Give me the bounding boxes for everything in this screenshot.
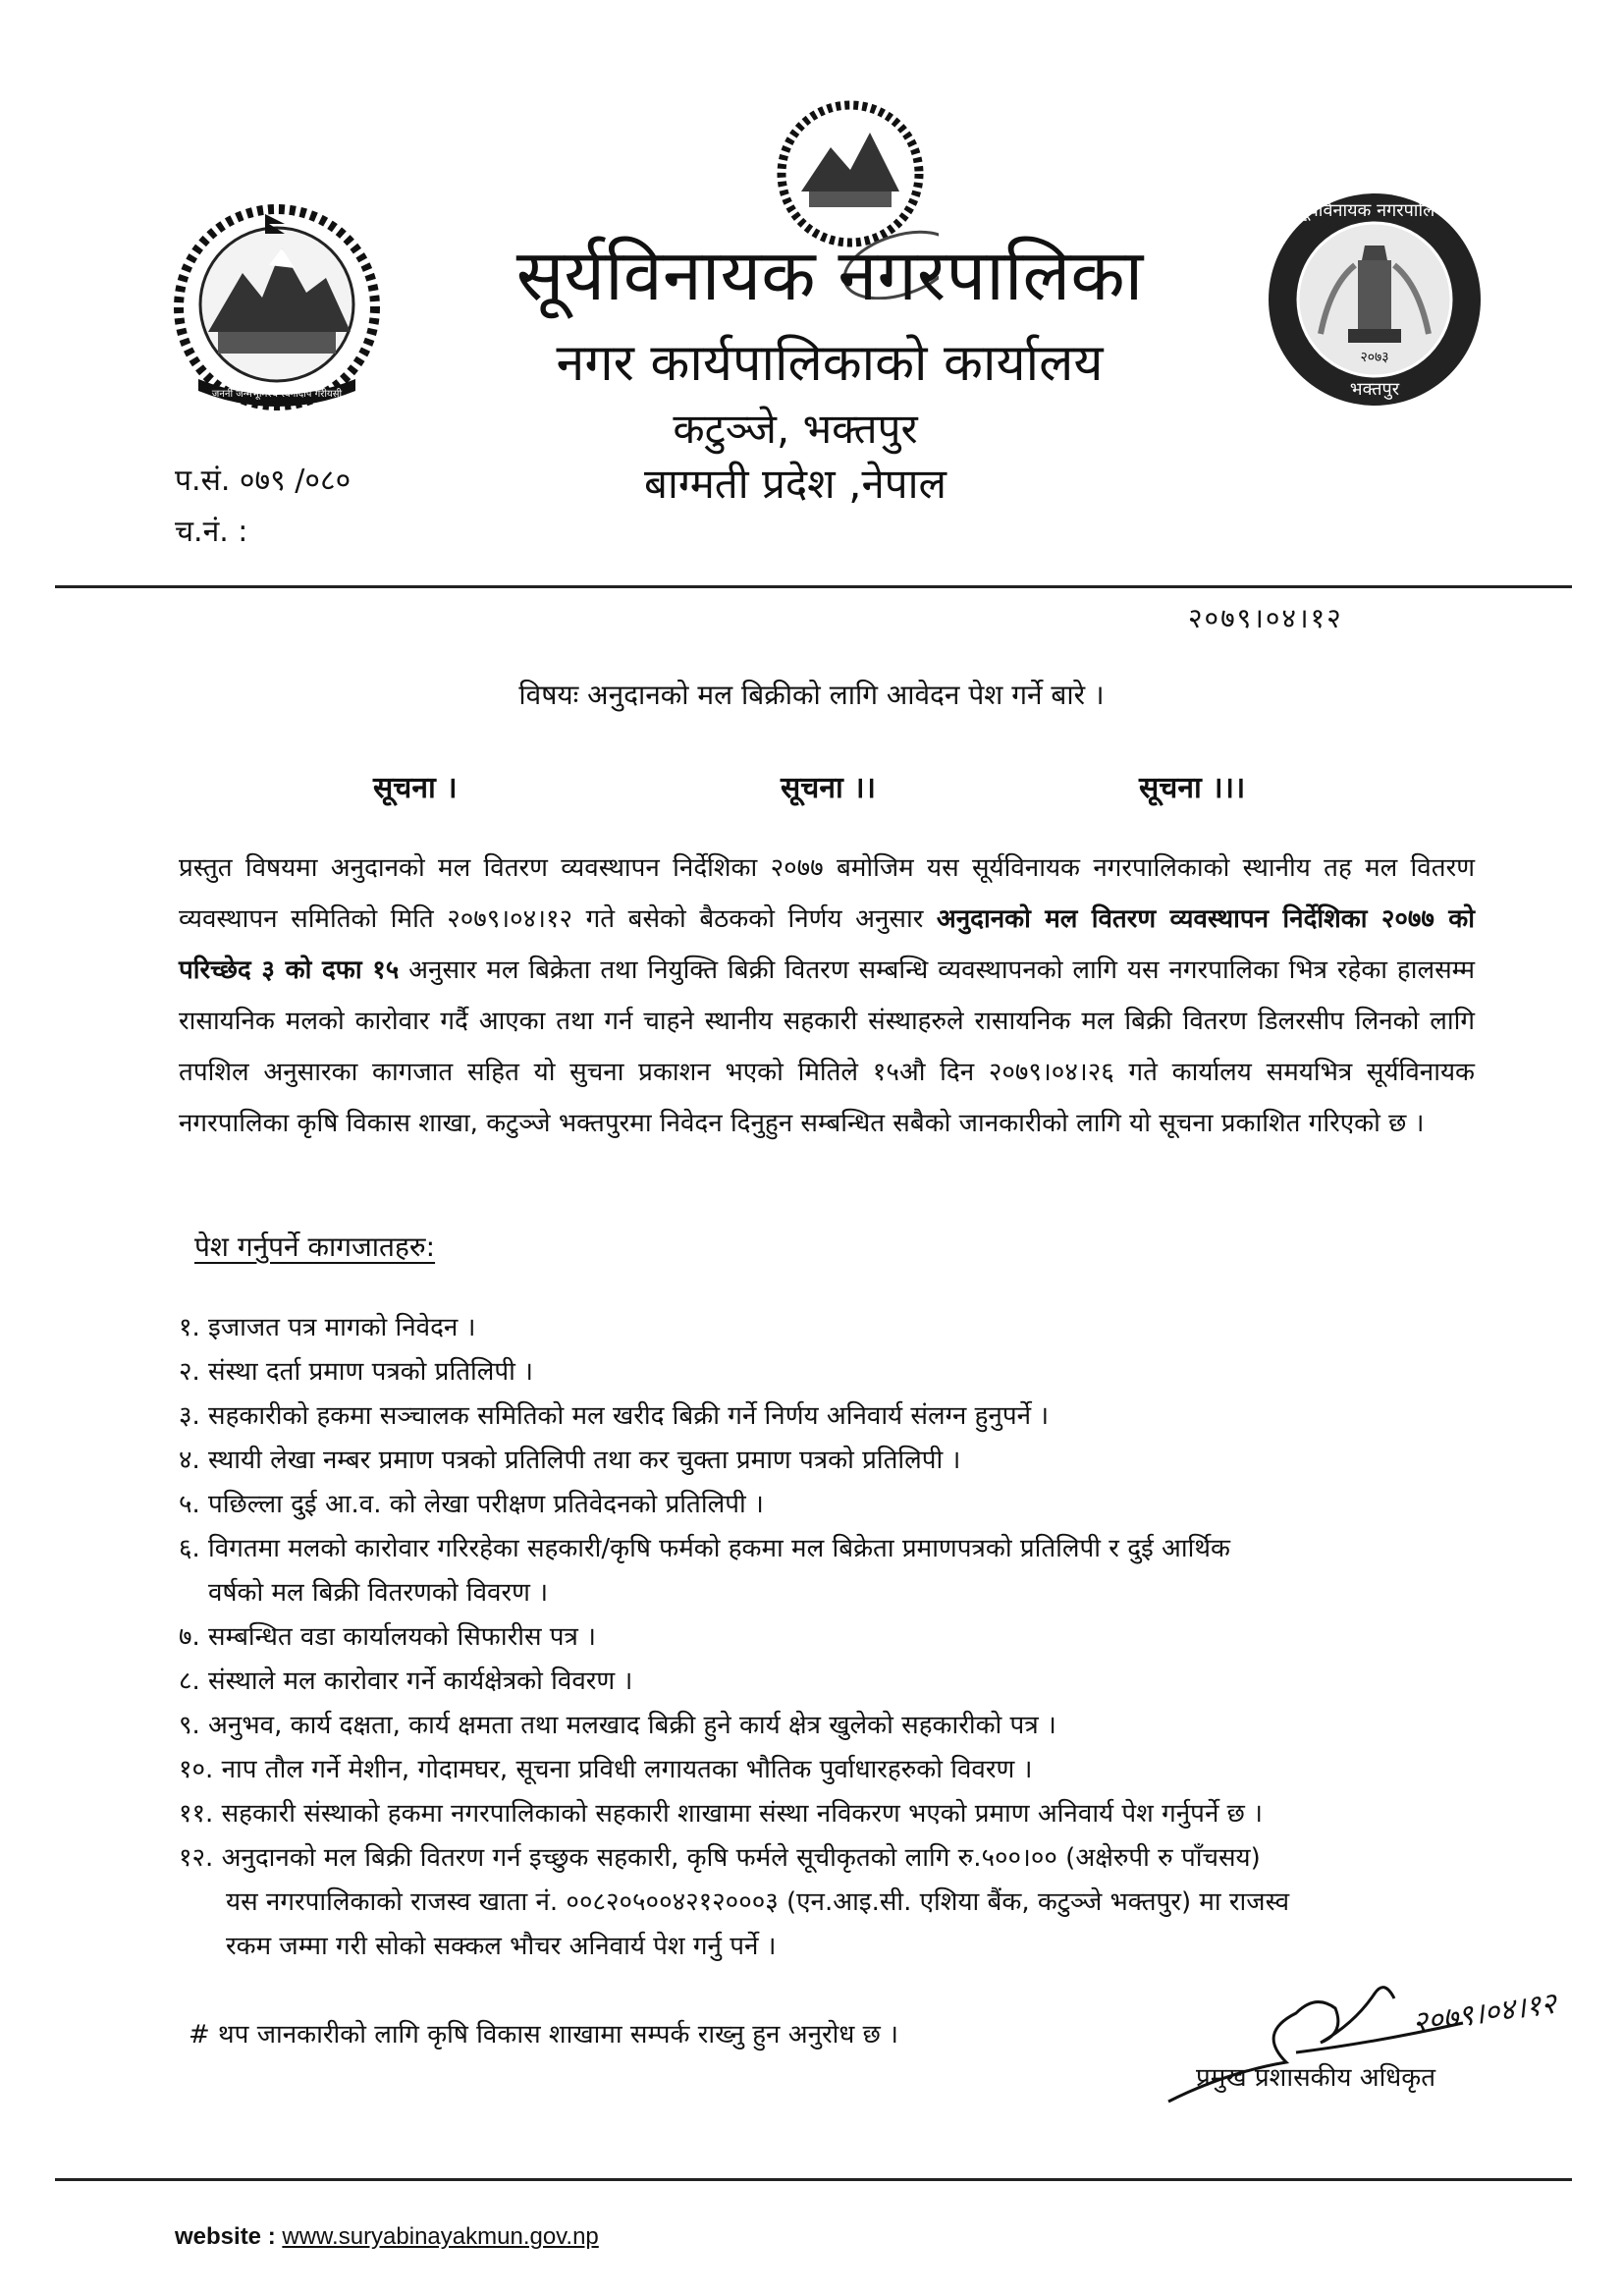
svg-text:२०७३: २०७३ bbox=[1360, 350, 1389, 365]
letter-subject: विषयः अनुदानको मल बिक्रीको लागि आवेदन पेश गर्ने बारे । bbox=[518, 679, 1105, 711]
documents-list bbox=[179, 1306, 1494, 1969]
list-item: ७. सम्बन्धित वडा कार्यालयको सिफारीस पत्र । bbox=[179, 1622, 597, 1652]
list-item: ४. स्थायी लेखा नम्बर प्रमाण पत्रको प्रतिलिपी तथा कर चुक्ता प्रमाण पत्रको प्रतिलिपी । bbox=[179, 1446, 961, 1475]
address-line-1: कटुञ्जे, भक्तपुर bbox=[673, 405, 918, 453]
documents-heading: पेश गर्नुपर्ने कागजातहरु: bbox=[194, 1230, 436, 1263]
municipality-title: सूर्यविनायक नगरपालिका bbox=[515, 234, 1144, 316]
header-divider bbox=[55, 585, 1572, 588]
list-item: २. संस्था दर्ता प्रमाण पत्रको प्रतिलिपी । bbox=[179, 1357, 534, 1387]
svg-text:जननी जन्मभूमिश्च स्वर्गादपि गर: जननी जन्मभूमिश्च स्वर्गादपि गरीयसी bbox=[211, 389, 343, 400]
notice-label-1: सूचना । bbox=[373, 771, 458, 805]
list-item: ९. अनुभव, कार्य दक्षता, कार्य क्षमता तथा मलखाद बिक्री हुने कार्य क्षेत्र खुलेको सहकारीको पत्र । bbox=[179, 1711, 1056, 1740]
svg-text:सूर्यविनायक नगरपालिका: सूर्यविनायक नगरपालिका bbox=[1296, 200, 1453, 221]
notice-body: प्रस्तुत विषयमा अनुदानको मल वितरण व्यवस्थापन निर्देशिका २०७७ बमोजिम यस सूर्यविनायक नगरपालिकाको स्थानीय तह मल वितरण व्यवस्थापन समितिको मिति २०७९।०४।१२ गते बसेको बैठकको निर्णय अनुसार अनुदानको मल वितरण व्यवस्थापन निर्देशिका २०७७ को परिच्छेद ३ को दफा १५ अनुसार मल बिक्रेता तथा नियुक्ति बिक्री वितरण सम्बन्धि व्यवस्थापनको लागि यस नगरपालिका भित्र रहेका हालसम्म रासायनिक मलको कारोवार गर्दै आएका तथा गर्न चाहने स्थानीय सहकारी संस्थाहरुले रासायनिक मल बिक्री वितरण डिलरसीप लिनको लागि तपशिल अनुसारका कागजात सहित यो सुचना प्रकाशन भएको मितिले १५औ दिन २०७९।०४।२६ गते कार्यालय समयभित्र सूर्यविनायक नगरपालिका कृषि विकास शाखा, कटुञ्जे भक्तपुरमा निवेदन दिनुहुन सम्बन्धित सबैको जानकारीको लागि यो सूचना प्रकाशित गरिएको छ । bbox=[179, 853, 1475, 1138]
list-item: यस नगरपालिकाको राजस्व खाता नं. ००८२०५००४२१२०००३ (एन.आइ.सी. एशिया बैंक, कटुञ्जे भक्तपुर) मा राजस्व bbox=[226, 1887, 1290, 1917]
address-line-2: बाग्मती प्रदेश ,नेपाल bbox=[644, 460, 947, 508]
nepal-emblem-logo bbox=[159, 194, 395, 420]
signature-image bbox=[1149, 1954, 1610, 2121]
svg-text:भक्तपुर: भक्तपुर bbox=[1349, 379, 1400, 400]
website-link[interactable]: www.suryabinayakmun.gov.np bbox=[282, 2223, 599, 2250]
list-item: ११. सहकारी संस्थाको हकमा नगरपालिकाको सहकारी शाखामा संस्था नविकरण भएको प्रमाण अनिवार्य पेश गर्नुपर्ने छ । bbox=[179, 1799, 1263, 1829]
list-item: ८. संस्थाले मल कारोवार गर्ने कार्यक्षेत्रको विवरण । bbox=[179, 1667, 633, 1696]
list-item: ५. पछिल्ला दुई आ.व. को लेखा परीक्षण प्रतिवेदनको प्रतिलिपी । bbox=[179, 1490, 764, 1519]
website-label: website : bbox=[175, 2223, 276, 2250]
signatory-title: प्रमुख प्रशासकीय अधिकृत bbox=[1196, 2063, 1436, 2093]
notice-label-2: सूचना ।। bbox=[781, 771, 876, 805]
footer-divider bbox=[55, 2178, 1572, 2181]
municipality-logo bbox=[1262, 187, 1488, 412]
dispatch-number: च.नं. : bbox=[175, 515, 248, 549]
list-item: ६. विगतमा मलको कारोवार गरिरहेका सहकारी/कृषि फर्मको हकमा मल बिक्रेता प्रमाणपत्रको प्रतिलिपी र दुई आर्थिक bbox=[179, 1534, 1230, 1563]
svg-text:२०७९।०४।१२: २०७९।०४।१२ bbox=[1410, 1986, 1559, 2041]
office-title: नगर कार्यपालिकाको कार्यालय bbox=[556, 334, 1104, 393]
list-item: १०. नाप तौल गर्ने मेशीन, गोदामघर, सूचना प्रविधी लगायतका भौतिक पुर्वाधारहरुको विवरण । bbox=[179, 1755, 1033, 1784]
footnote: # थप जानकारीको लागि कृषि विकास शाखामा सम्पर्क राख्नु हुन अनुरोध छ । bbox=[189, 2020, 898, 2050]
list-item: ३. सहकारीको हकमा सञ्चालक समितिको मल खरीद बिक्री गर्ने निर्णय अनिवार्य संलग्न हुनुपर्ने । bbox=[179, 1401, 1050, 1431]
letter-date: २०७९।०४।१२ bbox=[1188, 602, 1343, 634]
list-item: १२. अनुदानको मल बिक्री वितरण गर्न इच्छुक सहकारी, कृषि फर्मले सूचीकृतको लागि रु.५००।०० (अक्षेरुपी रु पाँचसय) bbox=[179, 1843, 1261, 1873]
list-item: वर्षको मल बिक्री वितरणको विवरण । bbox=[208, 1578, 549, 1608]
reference-number: प.सं. ०७९ /०८० bbox=[175, 464, 352, 498]
website-footer bbox=[175, 2223, 599, 2251]
list-item: १. इजाजत पत्र मागको निवेदन । bbox=[179, 1313, 476, 1342]
notice-label-3: सूचना ।।। bbox=[1139, 771, 1246, 805]
list-item: रकम जम्मा गरी सोको सक्कल भौचर अनिवार्य पेश गर्नु पर्ने । bbox=[226, 1932, 777, 1961]
